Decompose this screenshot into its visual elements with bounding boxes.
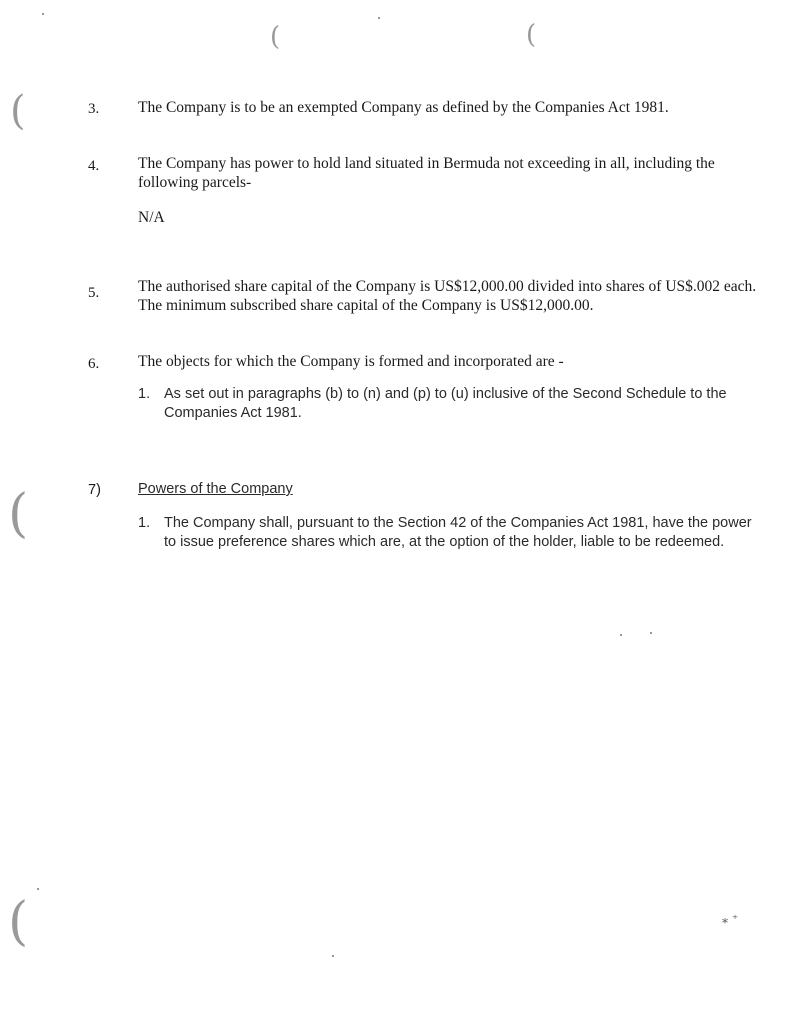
clause-text: The Company is to be an exempted Company as defined by the Companies Act 1981.	[138, 99, 669, 116]
speck	[332, 955, 334, 957]
scan-artifact: ⁎ ⁺	[722, 912, 739, 926]
speck	[42, 13, 44, 15]
sub-clause-number: 1.	[138, 515, 151, 531]
sub-clause-text: The Company shall, pursuant to the Section 42 of the Companies Act 1981, have the power to issue preference shares which are, at the option of the holder, liable to be redeemed.	[164, 515, 752, 550]
speck	[37, 888, 39, 890]
clause-text: The authorised share capital of the Company is US$12,000.00 divided into shares of US$.002 each. The minimum subscribed share capital of the Company is US$12,000.00.	[138, 278, 757, 314]
clause-number: 7)	[88, 482, 101, 498]
sub-clause-text: As set out in paragraphs (b) to (n) and (p) to (u) inclusive of the Second Schedule to the Companies Act 1981.	[164, 386, 727, 421]
punch-hole-mark: (	[10, 88, 26, 134]
clause-note: N/A	[138, 209, 165, 226]
speck	[378, 17, 380, 19]
clause-number: 5.	[88, 285, 100, 301]
punch-hole-mark: (	[526, 20, 537, 50]
punch-hole-mark: (	[8, 484, 29, 544]
clause-text: The objects for which the Company is formed and incorporated are -	[138, 353, 564, 370]
punch-hole-mark: (	[270, 22, 281, 52]
sub-clause-number: 1.	[138, 386, 151, 402]
clause-number: 6.	[88, 356, 100, 372]
clause-number: 3.	[88, 101, 100, 117]
section-heading: Powers of the Company	[138, 481, 293, 497]
speck	[650, 632, 652, 634]
clause-text: The Company has power to hold land situated in Bermuda not exceeding in all, including the following parcels-	[138, 155, 715, 191]
speck	[620, 634, 622, 636]
clause-number: 4.	[88, 158, 100, 174]
punch-hole-mark: (	[8, 892, 29, 952]
